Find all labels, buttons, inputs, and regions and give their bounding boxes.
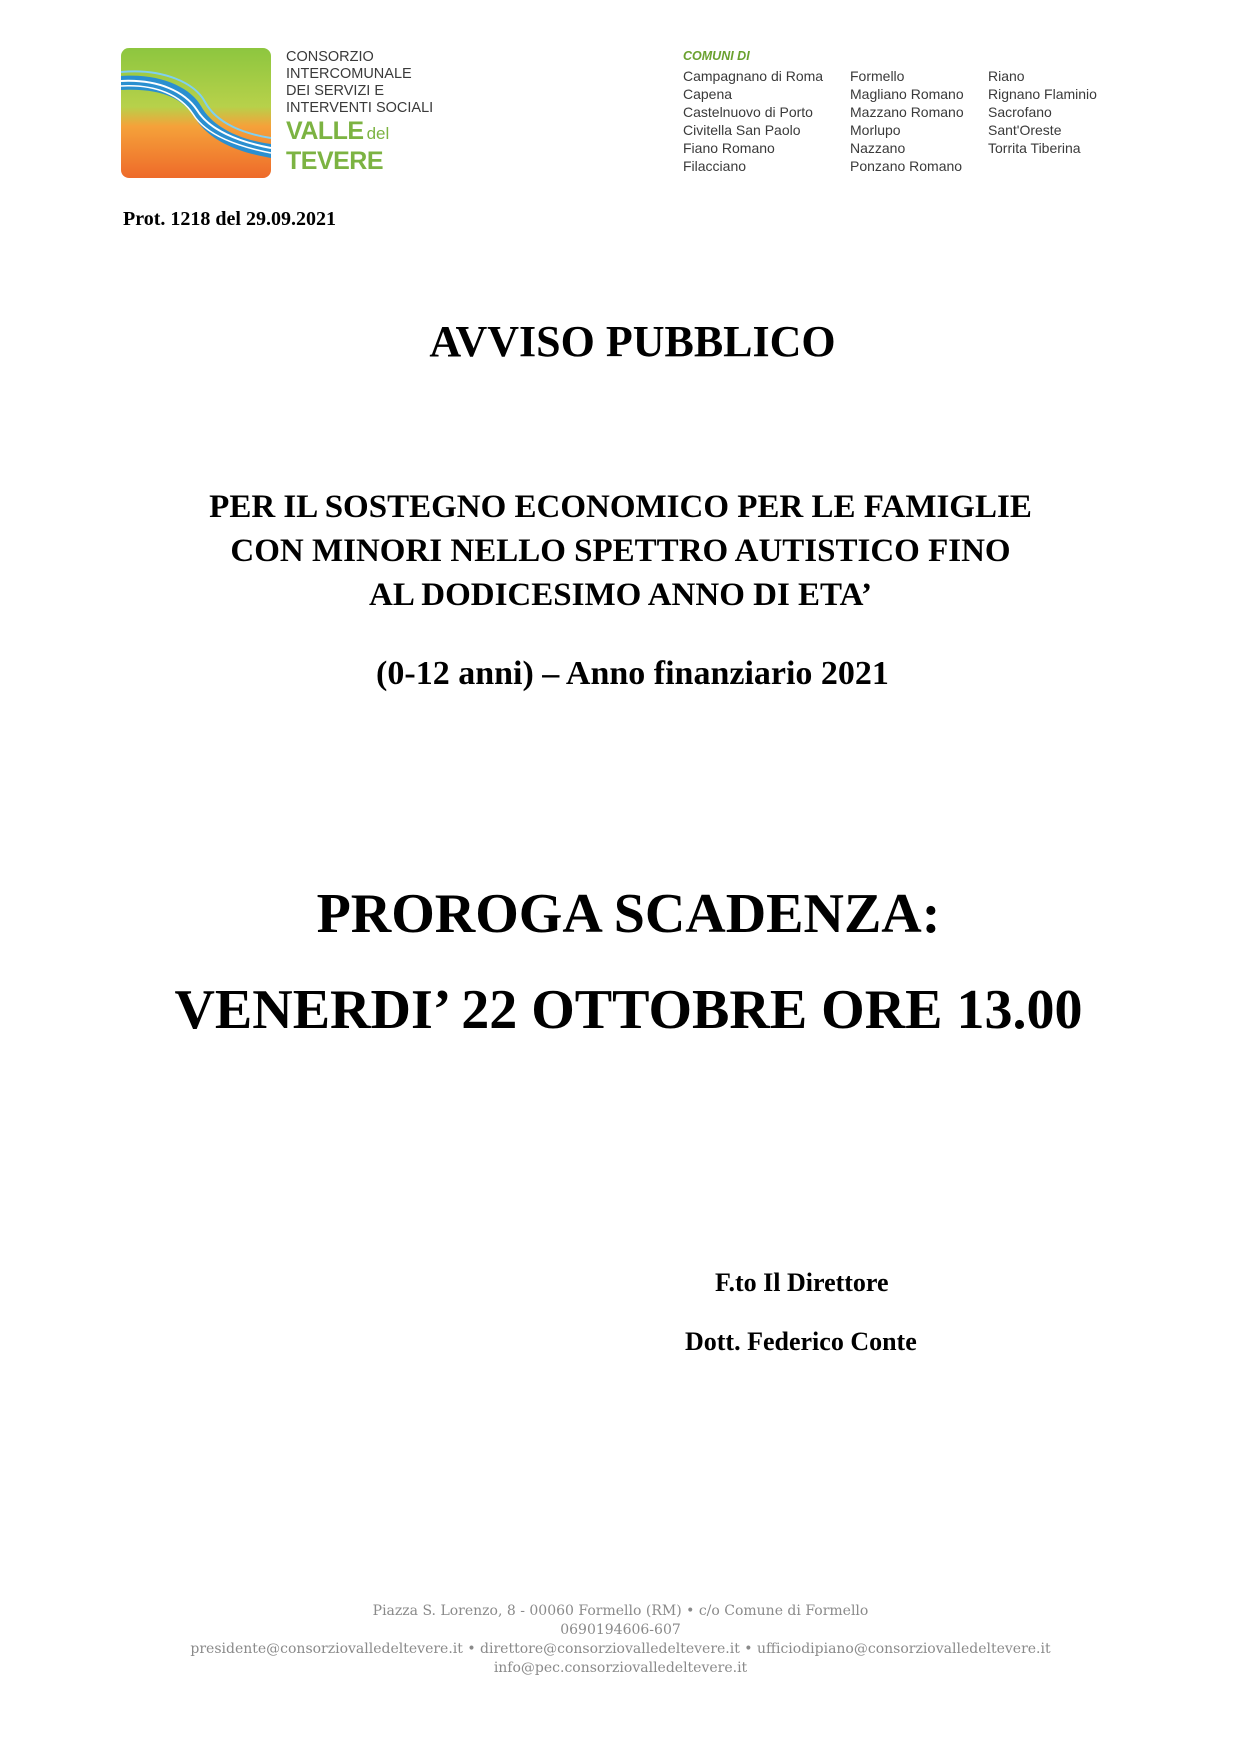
org-name-line: CONSORZIO — [286, 49, 374, 65]
comune-name: Rignano Flaminio — [988, 86, 1097, 102]
signature-role: F.to Il Direttore — [715, 1268, 889, 1297]
comune-name: Campagnano di Roma — [683, 68, 824, 84]
comune-name: Nazzano — [850, 140, 906, 156]
footer-address: Piazza S. Lorenzo, 8 - 00060 Formello (RM) • c/o Comune di Formello — [372, 1603, 869, 1619]
comune-name: Fiano Romano — [683, 140, 775, 156]
comune-name: Morlupo — [850, 122, 901, 138]
footer-emails: presidente@consorziovalledeltevere.it • direttore@consorziovalledeltevere.it • ufficiodipiano@consorziovalledeltevere.it — [190, 1641, 1051, 1657]
org-name-line: DEI SERVIZI E — [286, 83, 385, 99]
comune-name: Castelnuovo di Porto — [683, 104, 813, 120]
comuni-column-3 — [988, 67, 1097, 157]
footer — [0, 1602, 1241, 1678]
org-brand — [286, 118, 389, 174]
comuni-column-2 — [850, 67, 964, 175]
comune-name: Riano — [988, 68, 1025, 84]
comune-name: Sant'Oreste — [988, 122, 1062, 138]
consorzio-logo — [121, 48, 271, 178]
comune-name: Filacciano — [683, 158, 747, 174]
notice-title: AVVISO PUBBLICO — [429, 317, 836, 366]
org-name-line: INTERVENTI SOCIALI — [286, 100, 434, 116]
comune-name: Capena — [683, 86, 733, 102]
org-name-line: INTERCOMUNALE — [286, 66, 412, 82]
subtitle-line: CON MINORI NELLO SPETTRO AUTISTICO FINO — [230, 533, 1011, 569]
protocol-number: Prot. 1218 del 29.09.2021 — [123, 208, 336, 230]
footer-phone: 0690194606-607 — [560, 1622, 681, 1638]
brand-del: del — [366, 124, 390, 143]
comune-name: Civitella San Paolo — [683, 122, 801, 138]
comuni-column-1 — [683, 67, 823, 175]
deadline-date: VENERDI’ 22 OTTOBRE ORE 13.00 — [174, 979, 1083, 1041]
subtitle-line: AL DODICESIMO ANNO DI ETA’ — [368, 577, 872, 613]
period-line: (0-12 anni) – Anno finanziario 2021 — [376, 655, 889, 692]
deadline-heading: PROROGA SCADENZA: — [316, 883, 941, 945]
signature-name: Dott. Federico Conte — [685, 1327, 917, 1356]
comune-name: Formello — [850, 68, 905, 84]
comune-name: Torrita Tiberina — [988, 140, 1081, 156]
comune-name: Mazzano Romano — [850, 104, 964, 120]
subtitle-line: PER IL SOSTEGNO ECONOMICO PER LE FAMIGLIE — [209, 489, 1032, 525]
comune-name: Sacrofano — [988, 104, 1052, 120]
notice-subtitle — [0, 485, 1241, 617]
footer-pec: info@pec.consorziovalledeltevere.it — [493, 1660, 748, 1676]
comune-name: Ponzano Romano — [850, 158, 963, 174]
brand-tevere: TEVERE — [286, 147, 384, 175]
org-name — [286, 49, 433, 117]
comuni-title: COMUNI DI — [683, 49, 750, 63]
brand-valle: VALLE — [286, 117, 364, 145]
comune-name: Magliano Romano — [850, 86, 964, 102]
